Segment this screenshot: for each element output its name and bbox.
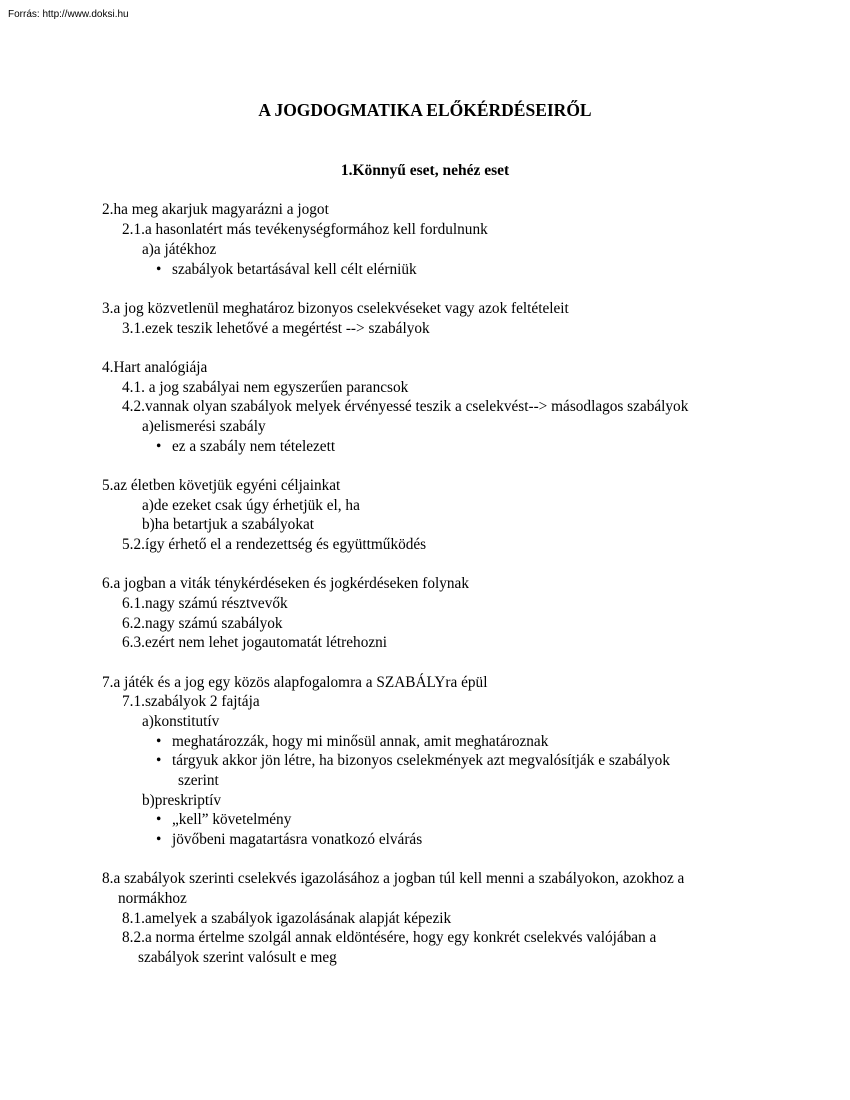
outline-item: ez a szabály nem tételezett <box>172 438 336 455</box>
outline-item: 6.3.ezért nem lehet jogautomatát létrehozni <box>122 634 388 651</box>
bullet-icon: • <box>156 752 162 769</box>
outline-item: a)konstitutív <box>142 713 220 730</box>
bullet-icon: • <box>156 811 162 828</box>
outline-item: 4.2.vannak olyan szabályok melyek érvényessé teszik a cselekvést--> másodlagos szabályok <box>122 398 689 415</box>
outline-item: jövőbeni magatartásra vonatkozó elvárás <box>172 831 423 848</box>
outline-item: szabályok szerint valósult e meg <box>138 949 337 966</box>
outline-item: a)de ezeket csak úgy érhetjük el, ha <box>142 497 360 514</box>
outline-item: szabályok betartásával kell célt elérniük <box>172 261 417 278</box>
outline-item: 8.a szabályok szerinti cselekvés igazolásához a jogban túl kell menni a szabályokon, azokhoz a <box>102 870 685 887</box>
outline-item: 6.1.nagy számú résztvevők <box>122 595 288 612</box>
outline-item: b)ha betartjuk a szabályokat <box>142 516 315 533</box>
outline-item: a)elismerési szabály <box>142 418 266 435</box>
outline-item: 4.1. a jog szabályai nem egyszerűen parancsok <box>122 379 409 396</box>
outline-item: szerint <box>178 772 219 789</box>
outline-item: 3.a jog közvetlenül meghatároz bizonyos cselekvéseket vagy azok feltételeit <box>102 300 569 317</box>
outline-item: 8.2.a norma értelme szolgál annak eldöntésére, hogy egy konkrét cselekvés valójában a <box>122 929 657 946</box>
outline-item: a)a játékhoz <box>142 241 217 258</box>
bullet-icon: • <box>156 438 162 455</box>
section-heading: 1.Könnyű eset, nehéz eset <box>340 162 510 179</box>
bullet-icon: • <box>156 261 162 278</box>
outline-item: „kell” követelmény <box>172 811 292 828</box>
source-url: Forrás: http://www.doksi.hu <box>8 9 129 20</box>
outline-item: 3.1.ezek teszik lehetővé a megértést --> szabályok <box>122 320 430 337</box>
bullet-icon: • <box>156 733 162 750</box>
outline-item: b)preskriptív <box>142 792 222 809</box>
outline-item: 7.a játék és a jog egy közös alapfogalomra a SZABÁLYra épül <box>102 674 488 691</box>
outline-item: 2.ha meg akarjuk magyarázni a jogot <box>102 201 329 218</box>
outline-item: 2.1.a hasonlatért más tevékenységformához kell fordulnunk <box>122 221 488 238</box>
bullet-icon: • <box>156 831 162 848</box>
outline-item: 4.Hart analógiája <box>102 359 208 376</box>
outline-item: 6.a jogban a viták ténykérdéseken és jogkérdéseken folynak <box>102 575 469 592</box>
outline-item: meghatározzák, hogy mi minősül annak, amit meghatároznak <box>172 733 549 750</box>
outline-item: normákhoz <box>118 890 187 907</box>
document-title: A JOGDOGMATIKA ELŐKÉRDÉSEIRŐL <box>258 100 592 120</box>
outline-item: 7.1.szabályok 2 fajtája <box>122 693 260 710</box>
outline-item: 6.2.nagy számú szabályok <box>122 615 283 632</box>
outline-item: 8.1.amelyek a szabályok igazolásának alapját képezik <box>122 910 452 927</box>
outline-item: 5.az életben követjük egyéni céljainkat <box>102 477 341 494</box>
outline-item: 5.2.így érhető el a rendezettség és együttműködés <box>122 536 427 553</box>
outline-item: tárgyuk akkor jön létre, ha bizonyos cselekmények azt megvalósítják e szabályok <box>172 752 670 769</box>
